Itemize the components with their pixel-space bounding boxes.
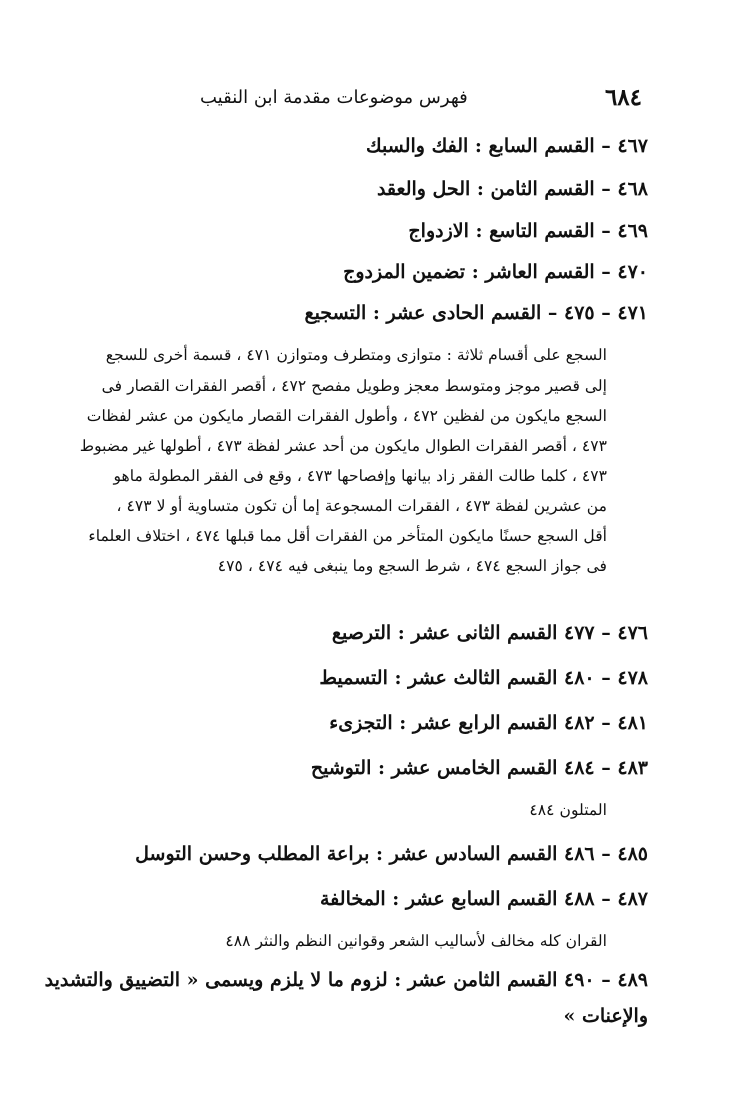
paragraph-line: ٤٧٣ ، أقصر الفقرات الطوال مايكون من أحد عشر لفظة ٤٧٣ ، أطولها غير مضبوط <box>79 437 607 455</box>
paragraph-line: من عشرين لفظة ٤٧٣ ، الفقرات المسجوعة إما أن تكون متساوية أو لا ٤٧٣ ، <box>116 497 607 515</box>
paragraph-line: فى جواز السجع ٤٧٤ ، شرط السجع وما ينبغى فيه ٤٧٤ ، ٤٧٥ <box>217 557 607 575</box>
index-entry-468: ٤٦٨ – القسم الثامن : الحل والعقد <box>376 178 648 200</box>
paragraph-line: ٤٧٣ ، كلما طالت الفقر زاد بيانها وإفصاحها ٤٧٣ ، وقع فى الفقر المطولة ماهو <box>113 467 607 485</box>
index-entry-481: ٤٨١ – ٤٨٢ القسم الرابع عشر : التجزىء <box>329 712 648 734</box>
index-entry-469: ٤٦٩ – القسم التاسع : الازدواج <box>408 220 648 242</box>
running-head <box>200 82 642 112</box>
index-entry-471: ٤٧١ – ٤٧٥ – القسم الحادى عشر : التسجيع <box>304 302 648 324</box>
subnote-mutalawwin: المتلون ٤٨٤ <box>529 801 607 819</box>
index-entry-470: ٤٧٠ – القسم العاشر : تضمين المزدوج <box>343 261 648 283</box>
index-entry-485: ٤٨٥ – ٤٨٦ القسم السادس عشر : براعة المطلب وحسن التوسل <box>135 843 648 865</box>
paragraph-line: السجع مايكون من لفظين ٤٧٢ ، وأطول الفقرات القصار مايكون من عشر لفظات <box>86 407 607 425</box>
index-entry-478: ٤٧٨ – ٤٨٠ القسم الثالث عشر : التسميط <box>319 667 648 689</box>
subnote-quran: القران كله مخالف لأساليب الشعر وقوانين النظم والنثر ٤٨٨ <box>225 932 607 950</box>
paragraph-line: إلى قصير موجز ومتوسط معجز وطويل مفصح ٤٧٢ ، أقصر الفقرات القصار فى <box>101 377 607 395</box>
index-entry-487: ٤٨٧ – ٤٨٨ القسم السابع عشر : المخالفة <box>319 888 648 910</box>
index-entry-489: ٤٨٩ – ٤٩٠ القسم الثامن عشر : لزوم ما لا يلزم ويسمى « التضييق والتشديد <box>44 969 648 991</box>
index-entry-489-continued: والإعنات » <box>563 1005 648 1027</box>
paragraph-line: أقل السجع حسنًا مايكون المتأخر من الفقرات أقل مما قبلها ٤٧٤ ، اختلاف العلماء <box>88 527 607 545</box>
running-title: فهرس موضوعات مقدمة ابن النقيب <box>200 86 468 108</box>
index-entry-467: ٤٦٧ – القسم السابع : الفك والسبك <box>366 135 648 157</box>
paragraph-line: السجع على أقسام ثلاثة : متوازى ومتطرف ومتوازن ٤٧١ ، قسمة أخرى للسجع <box>105 346 607 364</box>
page-number: ٦٨٤ <box>604 83 642 111</box>
index-entry-476: ٤٧٦ – ٤٧٧ القسم الثانى عشر : الترصيع <box>331 622 648 644</box>
index-entry-483: ٤٨٣ – ٤٨٤ القسم الخامس عشر : التوشيح <box>310 757 648 779</box>
